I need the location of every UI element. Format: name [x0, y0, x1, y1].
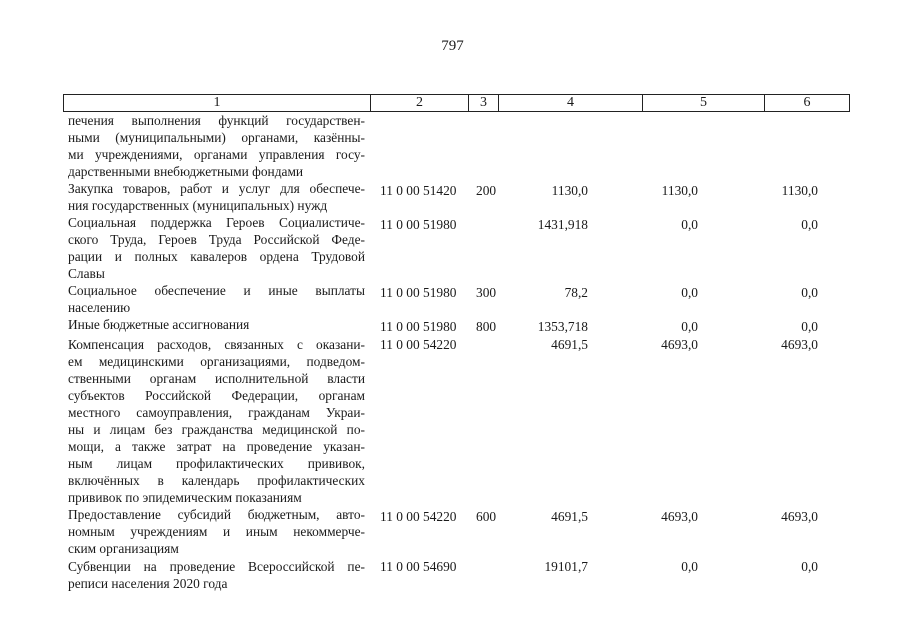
row-value-col4: 19101,7	[544, 559, 588, 574]
row-code: 11 0 00 51980	[380, 285, 457, 300]
description-line: Субвенции на проведение Всероссийской пе-	[68, 559, 365, 574]
row-value-col4: 4691,5	[551, 509, 588, 524]
row-value-col4: 1130,0	[551, 183, 588, 198]
row-description	[68, 282, 365, 316]
description-line: дарственными внебюджетными фондами	[68, 164, 304, 179]
description-line: Компенсация расходов, связанных с оказани-	[68, 337, 365, 352]
row-value-col5: 4693,0	[661, 337, 698, 352]
row-expense-type: 600	[476, 509, 497, 524]
description-line: ми учреждениями, органами управления госу-	[68, 147, 365, 162]
description-line: ским организациям	[68, 541, 179, 556]
row-value-col5: 0,0	[681, 319, 698, 334]
description-line: Иные бюджетные ассигнования	[68, 317, 250, 332]
header-col-4: 4	[499, 95, 643, 111]
header-col-5: 5	[643, 95, 765, 111]
row-code: 11 0 00 54220	[380, 509, 457, 524]
row-value-col5: 0,0	[681, 285, 698, 300]
description-line: ными (муниципальными) органами, казённы-	[68, 130, 365, 145]
row-code: 11 0 00 54220	[380, 337, 457, 352]
description-line: рации и полных кавалеров ордена Трудовой	[68, 249, 365, 264]
description-line: ем медицинскими организациями, подведом-	[68, 354, 365, 369]
row-expense-type: 200	[476, 183, 497, 198]
header-col-3: 3	[469, 95, 499, 111]
description-line: местного самоуправления, гражданам Украи-	[68, 405, 365, 420]
row-description	[68, 214, 365, 282]
description-line: Социальная поддержка Героев Социалистиче-	[68, 215, 365, 230]
row-expense-type: 300	[476, 285, 497, 300]
page-number: 797	[441, 38, 464, 54]
description-line: включённых в календарь профилактических	[68, 473, 365, 488]
row-description	[68, 180, 365, 214]
description-line: ния государственных (муниципальных) нужд	[68, 198, 328, 213]
description-line: прививок по эпидемическим показаниям	[68, 490, 302, 505]
row-value-col6: 0,0	[801, 285, 818, 300]
description-line: Закупка товаров, работ и услуг для обеспече-	[68, 181, 365, 196]
row-value-col6: 0,0	[801, 319, 818, 334]
description-line: печения выполнения функций государствен-	[68, 113, 365, 128]
row-value-col6: 1130,0	[781, 183, 818, 198]
header-col-2: 2	[371, 95, 469, 111]
row-code: 11 0 00 51980	[380, 319, 457, 334]
row-value-col6: 4693,0	[781, 509, 818, 524]
row-value-col4: 1431,918	[537, 217, 588, 232]
description-line: Социальное обеспечение и иные выплаты	[68, 283, 365, 298]
row-value-col5: 1130,0	[661, 183, 698, 198]
row-code: 11 0 00 51980	[380, 217, 457, 232]
description-line: номным учреждениям и иным некоммерче-	[68, 524, 365, 539]
description-line: ственными органам исполнительной власти	[68, 371, 365, 386]
description-line: Предоставление субсидий бюджетным, авто-	[68, 507, 365, 522]
row-value-col5: 0,0	[681, 559, 698, 574]
row-description	[68, 506, 365, 557]
row-expense-type: 800	[476, 319, 497, 334]
description-line: Славы	[68, 266, 105, 281]
row-description	[68, 316, 365, 333]
row-value-col6: 0,0	[801, 217, 818, 232]
description-line: ным лицам профилактических прививок,	[68, 456, 365, 471]
row-code: 11 0 00 51420	[380, 183, 457, 198]
description-line: ны и лицам без гражданства медицинской по-	[68, 422, 365, 437]
header-col-6: 6	[803, 95, 811, 110]
row-value-col4: 1353,718	[537, 319, 588, 334]
description-line: субъектов Российской Федерации, органам	[68, 388, 365, 403]
description-line: реписи населения 2020 года	[68, 576, 228, 591]
row-value-col5: 0,0	[681, 217, 698, 232]
description-line: мощи, а также затрат на проведение указан-	[68, 439, 365, 454]
row-value-col6: 4693,0	[781, 337, 818, 352]
row-description	[68, 558, 365, 592]
row-code: 11 0 00 54690	[380, 559, 457, 574]
description-line: ского Труда, Героев Труда Российской Феде-	[68, 232, 365, 247]
table-header	[63, 94, 850, 112]
row-description	[68, 336, 365, 506]
description-line: населению	[68, 300, 131, 315]
row-value-col5: 4693,0	[661, 509, 698, 524]
row-value-col4: 78,2	[564, 285, 588, 300]
row-value-col4: 4691,5	[551, 337, 588, 352]
row-value-col6: 0,0	[801, 559, 818, 574]
header-col-1: 1	[64, 95, 371, 111]
row-description	[68, 112, 365, 180]
